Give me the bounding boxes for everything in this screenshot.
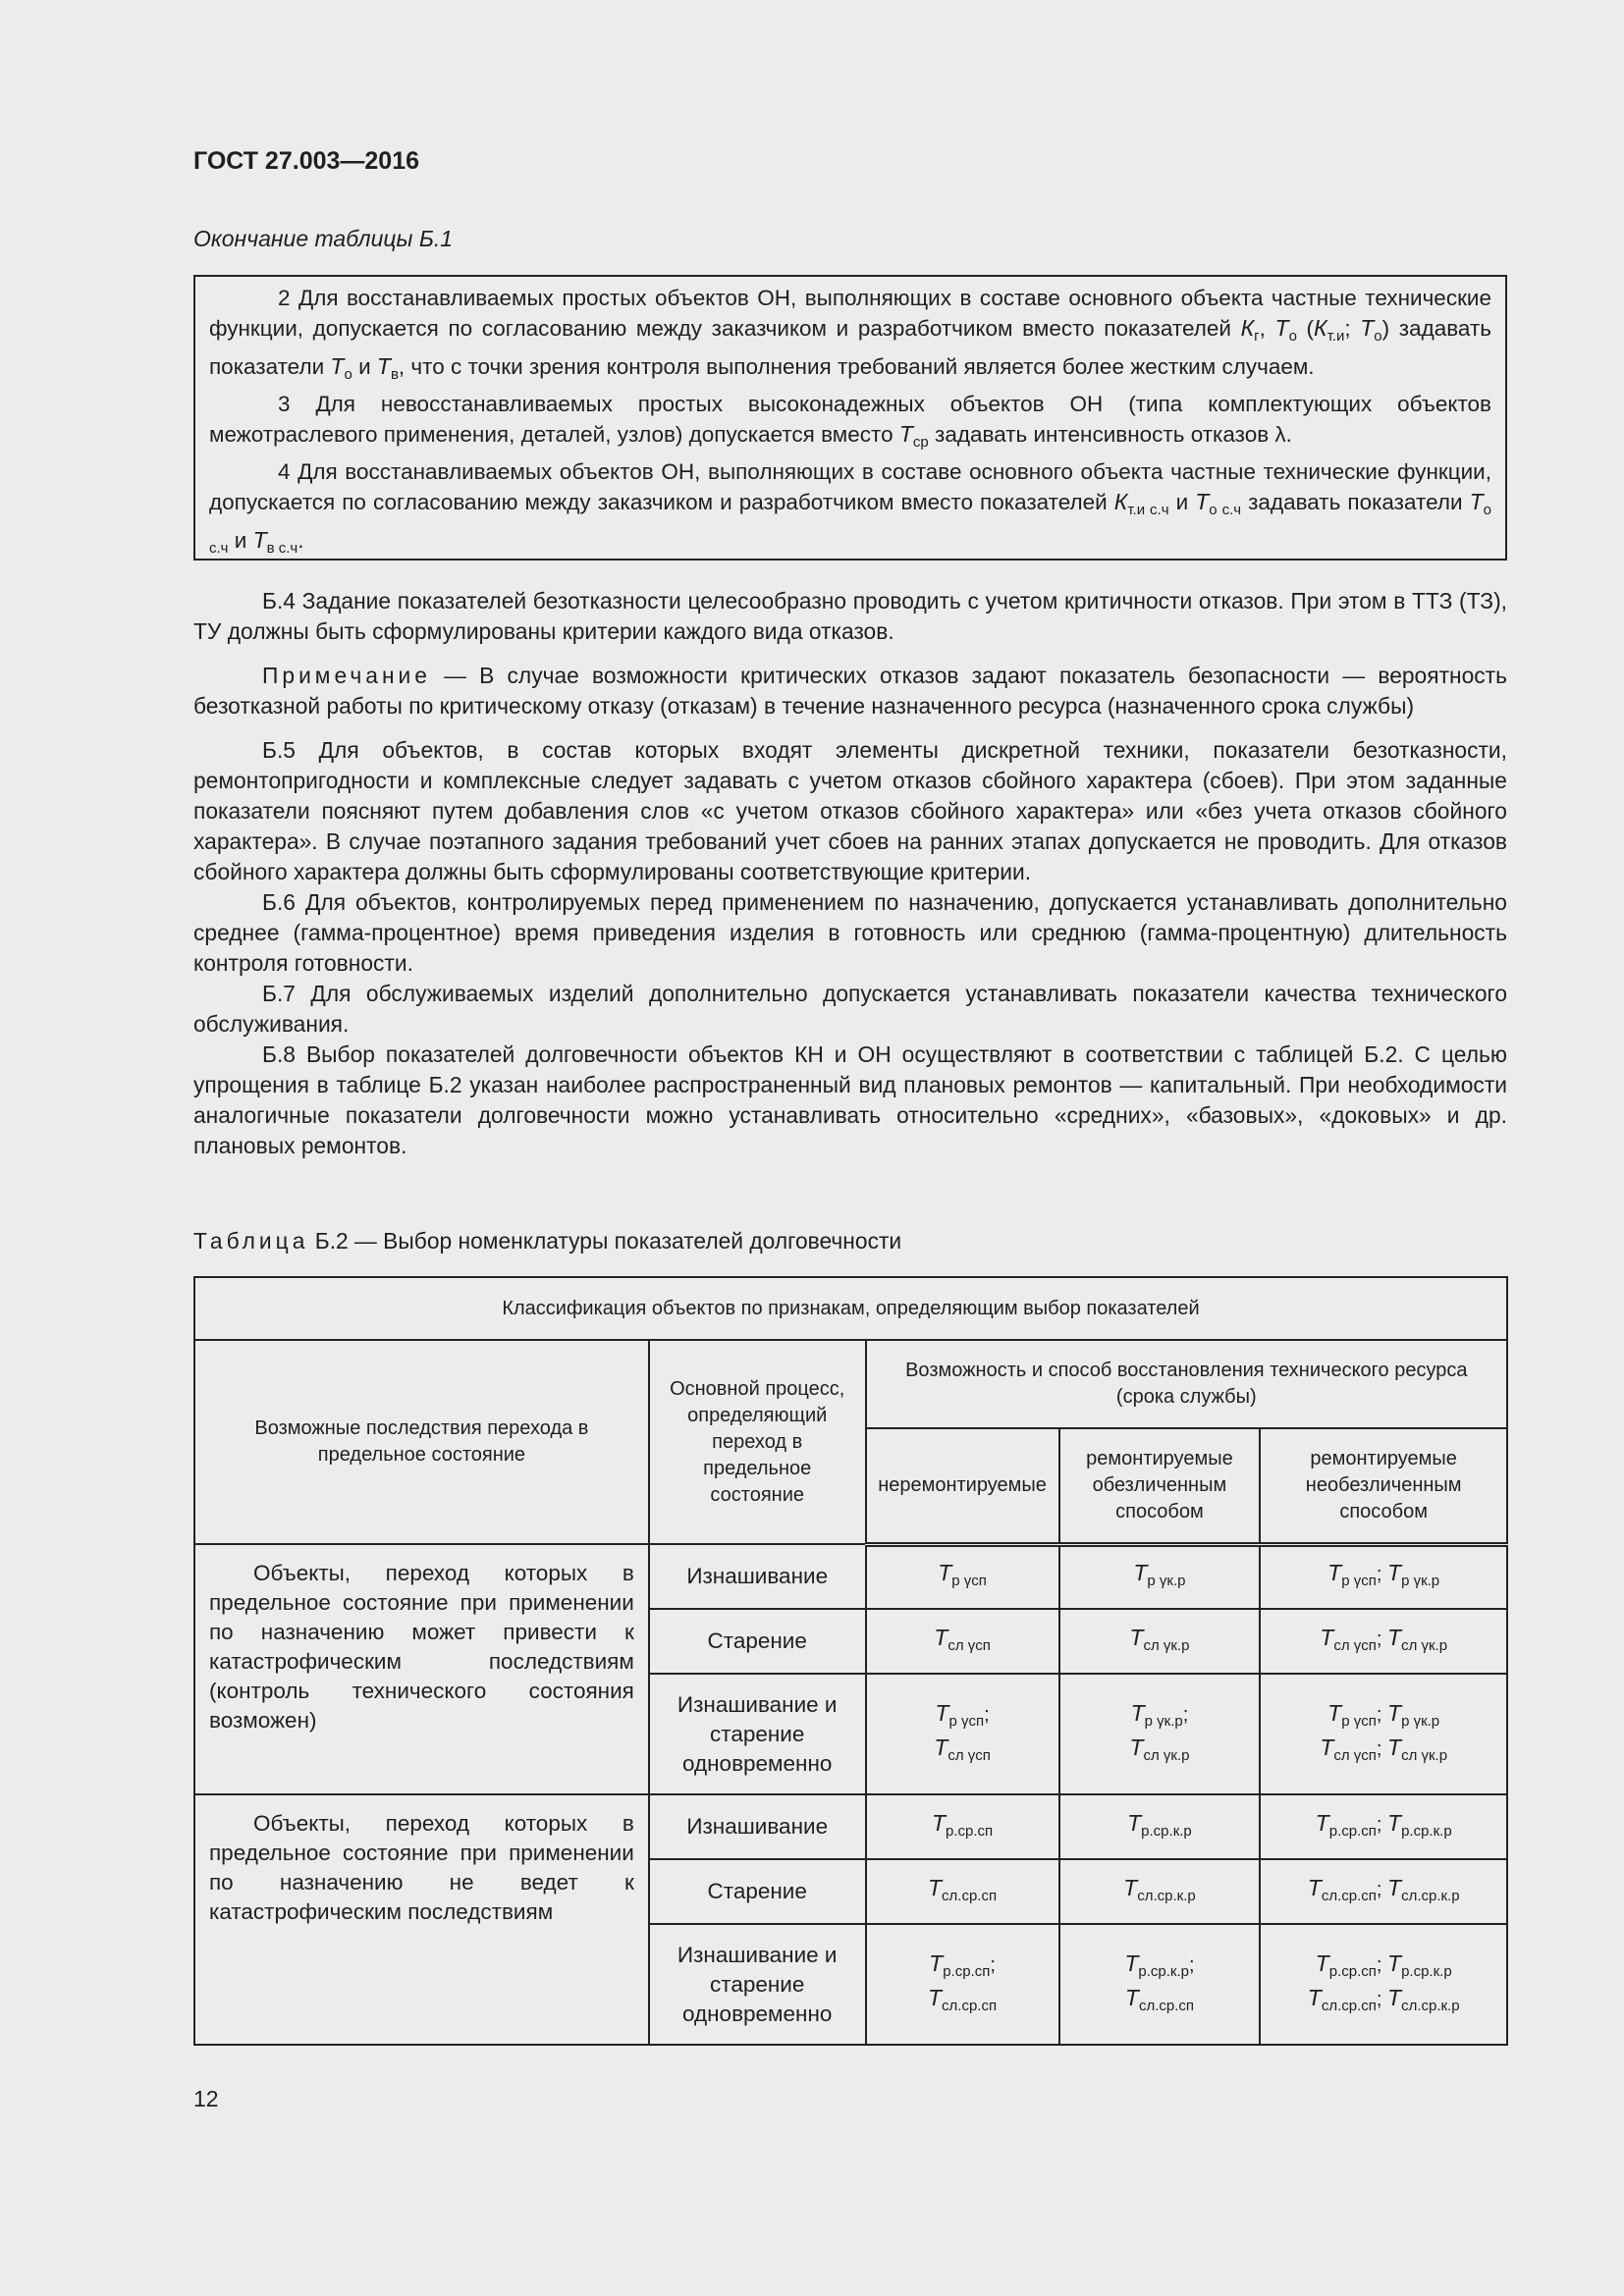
table-head-top: Классификация объектов по признакам, определяющим выбор показателей bbox=[194, 1277, 1507, 1340]
table-head-repair-nondepersonalized: ремонтируемые необезличенным способом bbox=[1260, 1428, 1507, 1544]
cell-g1-wear-nondepers: $Т_{р \gamma сп}$; $Т_{р \gamma к.р}$ bbox=[1260, 1544, 1507, 1609]
process-wear: Изнашивание bbox=[649, 1794, 866, 1859]
cell-g1-both-depers: $Т_{р \gamma к.р}$; $Т_{сл \gamma к.р}$ bbox=[1059, 1674, 1261, 1794]
process-aging: Старение bbox=[649, 1609, 866, 1674]
process-wear-and-aging: Изнашивание и старение одновременно bbox=[649, 1674, 866, 1794]
group-catastrophic: Объекты, переход которых в предельное состояние при применении по назначению может привести к катастрофическим последствиям (контроль технического состояния возможен) bbox=[194, 1544, 649, 1794]
paragraph-b5: Б.5 Для объектов, в состав которых входят элементы дискретной техники, показатели безотказности, ремонтопригодности и комплексные следует задавать с учетом отказов сбойного характера (сбоев). При этом заданные показатели поясняют путем добавления слов «с учетом отказов сбойного характера» или «без учета отказов сбойного характера». В случае поэтапного задания требований учет сбоев на ранних этапах допускается не проводить. Для отказов сбойного характера должны быть сформулированы соответствующие критерии. bbox=[193, 737, 1507, 884]
cell-g1-aging-nondepers: $Т_{сл \gamma сп}$; $Т_{сл \gamma к.р}$ bbox=[1260, 1609, 1507, 1674]
cell-g1-aging-depers: $Т_{сл \gamma к.р}$ bbox=[1059, 1609, 1261, 1674]
process-wear-and-aging: Изнашивание и старение одновременно bbox=[649, 1924, 866, 2045]
cell-g2-aging-depers: $Т_{сл.ср.к.р}$ bbox=[1059, 1859, 1261, 1924]
note-2: 2 Для восстанавливаемых простых объектов ОН, выполняющих в составе основного объекта частные технические функции, допускается по согласованию между заказчиком и разработчиком вместо показателей $К_г$, $Т_о$ ($К_{т.и}$; $Т_о$) задавать показатели $Т_о$ и $Т_в$, что с точки зрения контроля выполнения требований является более жестким случаем. bbox=[209, 286, 1491, 383]
note-paragraph: Примечание — В случае возможности критических отказов задают показатель безопасности — вероятность безотказной работы по критическому отказу (отказам) в течение назначенного ресурса (назначенного срока службы) bbox=[193, 663, 1507, 719]
table-head-restore: Возможность и способ восстановления технического ресурса (срока службы) bbox=[866, 1340, 1507, 1428]
document-id: ГОСТ 27.003—2016 bbox=[193, 147, 420, 175]
table-head-nonrepairable: неремонтируемые bbox=[866, 1428, 1059, 1544]
page-number: 12 bbox=[193, 2086, 219, 2111]
body-text bbox=[193, 586, 1507, 1161]
table-head-process: Основной процесс, определяющий переход в предельное состояние bbox=[649, 1340, 866, 1544]
note-3: 3 Для невосстанавливаемых простых высоконадежных объектов ОН (типа комплектующих объектов межотраслевого применения, деталей, узлов) допускается вместо $Т_{ср}$ задавать интенсивность отказов λ. bbox=[209, 392, 1491, 451]
cell-g2-both-depers: $Т_{р.ср.к.р}$; $Т_{сл.ср.сп}$ bbox=[1059, 1924, 1261, 2045]
cell-g2-aging-nondepers: $Т_{сл.ср.сп}$; $Т_{сл.ср.к.р}$ bbox=[1260, 1859, 1507, 1924]
cell-g1-wear-depers: $Т_{р \gamma к.р}$ bbox=[1059, 1544, 1261, 1609]
table-b1-notes bbox=[193, 275, 1507, 561]
table-head-repair-depersonalized: ремонтируемые обезличенным способом bbox=[1059, 1428, 1261, 1544]
table-continuation-caption: Окончание таблицы Б.1 bbox=[193, 226, 454, 251]
paragraph-b7: Б.7 Для обслуживаемых изделий дополнительно допускается устанавливать показатели качества технического обслуживания. bbox=[193, 981, 1507, 1037]
cell-g2-both-nondepers: $Т_{р.ср.сп}$; $Т_{р.ср.к.р}$ $Т_{сл.ср.сп}$; $Т_{сл.ср.к.р}$ bbox=[1260, 1924, 1507, 2045]
paragraph-b4: Б.4 Задание показателей безотказности целесообразно проводить с учетом критичности отказов. При этом в ТТЗ (ТЗ), ТУ должны быть сформулированы критерии каждого вида отказов. bbox=[193, 588, 1507, 644]
cell-g1-both-nonrep: $Т_{р \gamma сп}$; $Т_{сл \gamma сп}$ bbox=[866, 1674, 1059, 1794]
process-aging: Старение bbox=[649, 1859, 866, 1924]
group-non-catastrophic: Объекты, переход которых в предельное состояние при применении по назначению не ведет к катастрофическим последствиям bbox=[194, 1794, 649, 2045]
cell-g1-aging-nonrep: $Т_{сл \gamma сп}$ bbox=[866, 1609, 1059, 1674]
cell-g2-aging-nonrep: $Т_{сл.ср.сп}$ bbox=[866, 1859, 1059, 1924]
table-head-consequence: Возможные последствия перехода в предельное состояние bbox=[194, 1340, 649, 1544]
cell-g2-wear-nonrep: $Т_{р.ср.сп}$ bbox=[866, 1794, 1059, 1859]
table-b2 bbox=[193, 1276, 1508, 2046]
paragraph-b8: Б.8 Выбор показателей долговечности объектов КН и ОН осуществляют в соответствии с таблицей Б.2. С целью упрощения в таблице Б.2 указан наиболее распространенный вид плановых ремонтов — капитальный. При необходимости аналогичные показатели долговечности можно устанавливать относительно «средних», «базовых», «доковых» и др. плановых ремонтов. bbox=[193, 1041, 1507, 1158]
paragraph-b6: Б.6 Для объектов, контролируемых перед применением по назначению, допускается устанавливать дополнительно среднее (гамма-процентное) время приведения изделия в готовность или среднюю (гамма-процентную) длительность контроля готовности. bbox=[193, 889, 1507, 976]
cell-g2-wear-nondepers: $Т_{р.ср.сп}$; $Т_{р.ср.к.р}$ bbox=[1260, 1794, 1507, 1859]
note-4: 4 Для восстанавливаемых объектов ОН, выполняющих в составе основного объекта частные технические функции, допускается по согласованию между заказчиком и разработчиком вместо показателей $К_{т.и с.ч}$ и $Т_{о с.ч}$ задавать показатели $Т_{о с.ч}$ и $Т_{в с.ч}$. bbox=[209, 459, 1491, 557]
table-b2-caption: Таблица Б.2 — Выбор номенклатуры показателей долговечности bbox=[193, 1228, 902, 1254]
cell-g1-both-nondepers: $Т_{р \gamma сп}$; $Т_{р \gamma к.р}$ $Т_{сл \gamma сп}$; $Т_{сл \gamma к.р}$ bbox=[1260, 1674, 1507, 1794]
cell-g1-wear-nonrep: $Т_{р \gamma сп}$ bbox=[866, 1544, 1059, 1609]
cell-g2-both-nonrep: $Т_{р.ср.сп}$; $Т_{сл.ср.сп}$ bbox=[866, 1924, 1059, 2045]
cell-g2-wear-depers: $Т_{р.ср.к.р}$ bbox=[1059, 1794, 1261, 1859]
process-wear: Изнашивание bbox=[649, 1544, 866, 1609]
